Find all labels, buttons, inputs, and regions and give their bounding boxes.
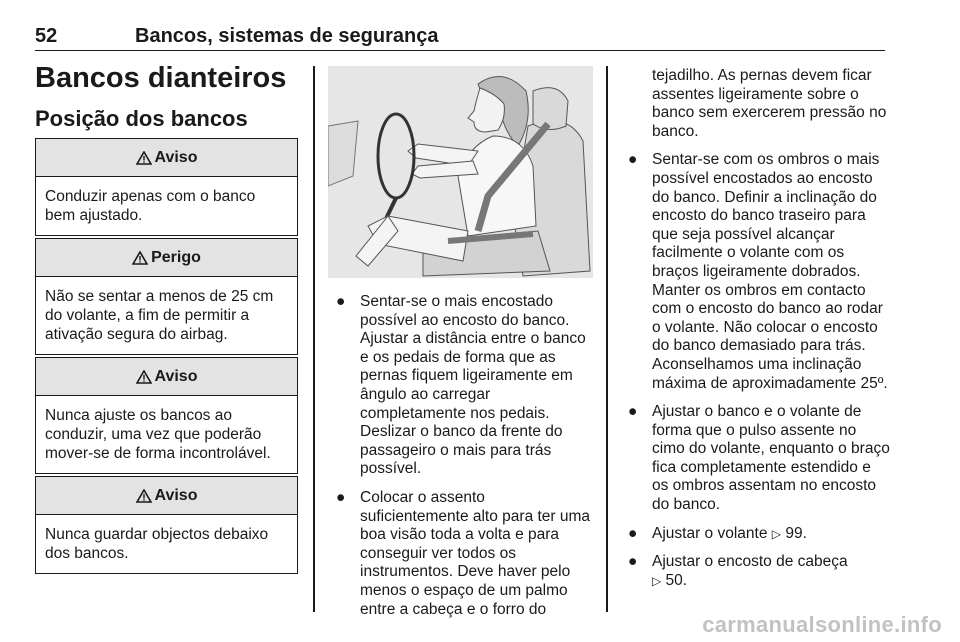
- list-item-text: Ajustar o volante: [652, 524, 768, 542]
- page-header: [35, 24, 885, 51]
- list-item-text: Ajustar o banco e o volante de forma que o pulso assente no cimo do volante, enquanto o braço fica completamente estendido e os ombros assentam no encosto do banco.: [652, 403, 890, 514]
- warning-box-header: [36, 477, 297, 515]
- watermark: carmanualsonline.info: [702, 612, 942, 637]
- warning-title: Aviso: [154, 148, 198, 166]
- warning-box-1: [35, 138, 298, 236]
- warning-box-4: [35, 476, 298, 574]
- warning-title: Aviso: [154, 486, 198, 504]
- warning-box-3: [35, 357, 298, 474]
- warning-box-header: [36, 358, 297, 396]
- warning-text: Nunca ajuste os bancos ao conduzir, uma vez que poderão mover-se de forma incontrolável.: [45, 407, 271, 462]
- bullet: ●: [628, 553, 638, 571]
- warning-title: Aviso: [154, 367, 198, 385]
- section-title: Bancos dianteiros: [35, 62, 287, 94]
- right-column: [628, 67, 890, 600]
- list-item: [628, 553, 890, 590]
- page-reference-icon[interactable]: ▷: [771, 526, 782, 541]
- warning-triangle-icon: [136, 151, 152, 165]
- list-item: [336, 489, 596, 619]
- warning-title: Perigo: [151, 248, 201, 266]
- warning-triangle-icon: [136, 370, 152, 384]
- page-number: 52: [35, 25, 58, 47]
- page-reference-link[interactable]: 50.: [665, 571, 688, 589]
- list-item-text: Ajustar o encosto de cabeça: [652, 553, 848, 571]
- list-item-text: Sentar-se o mais encostado possível ao encosto do banco. Ajustar a distância entre o banco e os pedais de forma que as pernas fiquem ligeiramente em ângulo ao carregar completamente nos pedais. Deslizar o banco da frente do passageiro o mais para trás possível.: [360, 293, 586, 478]
- list-item-text: Colocar o assento suficientemente alto para ter uma boa visão toda a volta e para conseguir ver todos os instrumentos. Deve haver pelo menos o espaço de um palmo entre a cabeça e o forro do: [360, 488, 591, 618]
- seating-position-illustration: [328, 66, 593, 278]
- chapter-title: Bancos, sistemas de segurança: [135, 25, 439, 47]
- page-reference-icon[interactable]: ▷: [652, 573, 662, 588]
- list-item: [628, 525, 890, 544]
- bullet: ●: [628, 151, 638, 169]
- subsection-title: Posição dos bancos: [35, 106, 248, 131]
- bullet: ●: [336, 293, 346, 310]
- bullet: ●: [628, 524, 638, 542]
- continued-paragraph: tejadilho. As pernas devem ficar assentes ligeiramente sobre o banco sem exercerem pressão no banco.: [652, 67, 887, 140]
- warning-triangle-icon: [132, 251, 148, 265]
- column-divider: [313, 66, 315, 612]
- list-item: [628, 403, 890, 515]
- warning-box-2: [35, 238, 298, 355]
- warning-box-header: [36, 139, 297, 177]
- warning-text: Não se sentar a menos de 25 cm do volante, a fim de permitir a ativação segura do airbag.: [45, 288, 274, 343]
- list-item-text: Sentar-se com os ombros o mais possível encostados ao encosto do banco. Definir a inclinação do encosto do banco traseiro para que seja possível alcançar facilmente o volante com os braços ligeiramente dobrados. Manter os ombros em contacto com o encosto do banco ao rodar o volante. Não colocar o encosto do banco demasiado para trás. Aconselhamos uma inclinação máxima de aproximadamente 25º.: [652, 151, 888, 392]
- list-item: [336, 293, 596, 479]
- column-divider: [606, 66, 608, 612]
- warning-box-header: [36, 239, 297, 277]
- middle-column: [336, 293, 596, 629]
- page-reference-link[interactable]: 99.: [785, 524, 807, 542]
- warning-text: Nunca guardar objectos debaixo dos bancos.: [45, 526, 269, 562]
- warning-text: Conduzir apenas com o banco bem ajustado.: [45, 188, 256, 224]
- list-item: [628, 151, 890, 393]
- bullet: ●: [336, 488, 346, 506]
- warning-triangle-icon: [136, 489, 152, 503]
- bullet: ●: [628, 403, 638, 421]
